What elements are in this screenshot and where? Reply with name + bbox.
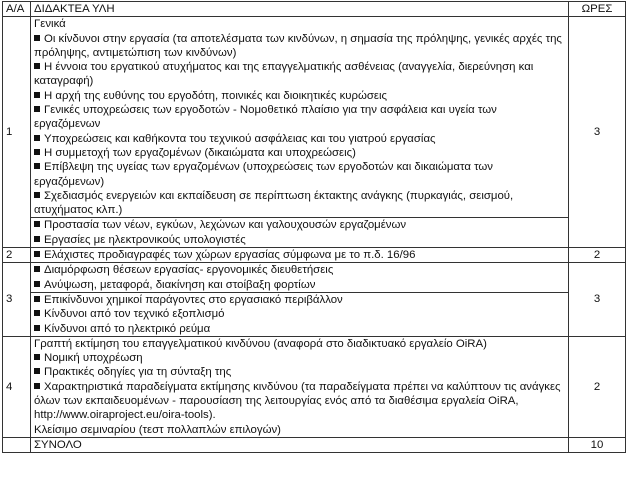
list-item bbox=[34, 89, 565, 103]
content-block bbox=[31, 217, 568, 247]
list-item-text: Επικίνδυνοι χημικοί παράγοντες στο εργασιακό περιβάλλον bbox=[44, 293, 343, 306]
row-number: 1 bbox=[3, 17, 31, 248]
list-item-text: Υποχρεώσεις και καθήκοντα του τεχνικού ασφάλειας και του γιατρού εργασίας bbox=[44, 132, 436, 145]
table-row bbox=[3, 336, 626, 437]
square-bullet-icon bbox=[34, 106, 40, 112]
total-row bbox=[3, 437, 626, 452]
list-item bbox=[34, 263, 565, 277]
list-item bbox=[34, 233, 565, 247]
content-block bbox=[31, 17, 568, 217]
list-item-text: Σχεδιασμός ενεργειών και εκπαίδευση σε περίπτωση έκτακτης ανάγκης (πυρκαγιάς, σεισμού, ατυχήματος κλπ.) bbox=[34, 189, 514, 217]
square-bullet-icon bbox=[34, 251, 40, 257]
list-item-text: Νομική υποχρέωση bbox=[44, 352, 143, 365]
square-bullet-icon bbox=[34, 192, 40, 198]
table-row bbox=[3, 248, 626, 263]
content-block bbox=[31, 263, 568, 292]
total-hours: 10 bbox=[569, 437, 626, 452]
list-item bbox=[34, 380, 564, 423]
list-item bbox=[34, 32, 565, 61]
header-subject: ΔΙΔΑΚΤΕΑ ΥΛΗ bbox=[31, 2, 569, 17]
table-row bbox=[3, 17, 626, 248]
square-bullet-icon bbox=[34, 221, 40, 227]
table-row bbox=[3, 263, 626, 336]
square-bullet-icon bbox=[34, 163, 40, 169]
row-content bbox=[31, 17, 569, 248]
total-label: ΣΥΝΟΛΟ bbox=[31, 437, 569, 452]
square-bullet-icon bbox=[34, 63, 40, 69]
list-item-text: Ελάχιστες προδιαγραφές των χώρων εργασίας σύμφωνα με το π.δ. 16/96 bbox=[44, 249, 416, 262]
square-bullet-icon bbox=[34, 236, 40, 242]
square-bullet-icon bbox=[34, 35, 40, 41]
square-bullet-icon bbox=[34, 281, 40, 287]
header-aa: Α/Α bbox=[3, 2, 31, 17]
content-block bbox=[31, 248, 568, 262]
section-title: Γραπτή εκτίμηση του επαγγελματικού κινδύνου (αναφορά στο διαδικτυακό εργαλείο OiRA) bbox=[34, 337, 487, 350]
list-item-text: Οι κίνδυνοι στην εργασία (τα αποτελέσματα των κινδύνων, η σημασία της πρόληψης, γενικές αρχές της πρόληψης, αντιμετώπιση των κινδύνων) bbox=[34, 32, 562, 59]
list-item bbox=[34, 293, 565, 307]
row-hours: 2 bbox=[569, 336, 626, 437]
list-item-text: Πρακτικές οδηγίες για τη σύνταξη της bbox=[44, 366, 232, 379]
row-number: 4 bbox=[3, 336, 31, 437]
list-item-text: Εργασίες με ηλεκτρονικούς υπολογιστές bbox=[44, 233, 246, 246]
list-item-text: Διαμόρφωση θέσεων εργασίας- εργονομικές διευθετήσεις bbox=[44, 264, 334, 277]
list-item-text: Προστασία των νέων, εγκύων, λεχώνων και γαλουχουσών εργαζομένων bbox=[44, 219, 407, 232]
row-content bbox=[31, 336, 569, 437]
square-bullet-icon bbox=[34, 310, 40, 316]
list-item-text: Ανύψωση, μεταφορά, διακίνηση και στοίβαξη φορτίων bbox=[44, 278, 316, 291]
list-item bbox=[34, 365, 564, 379]
list-item bbox=[34, 132, 565, 146]
syllabus-table bbox=[2, 1, 626, 453]
total-empty-cell bbox=[3, 437, 31, 452]
list-item-text: Επίβλεψη της υγείας των εργαζομένων (υποχρεώσεις των εργοδοτών και δικαιώματα των εργαζόμενων) bbox=[34, 161, 493, 188]
row-hours: 3 bbox=[569, 17, 626, 248]
list-item bbox=[34, 351, 564, 365]
content-block bbox=[31, 292, 568, 336]
square-bullet-icon bbox=[34, 266, 40, 272]
list-item-text: Χαρακτηριστικά παραδείγματα εκτίμησης κινδύνου (τα παραδείγματα πρέπει να καλύπτουν τις ανάγκες όλων των εκπαιδευομένων - παρουσίαση της λειτουργίας ενός από τα διαθέσιμα εργαλεία OiRA, http://www.oiraproject.eu/oira-tools). bbox=[34, 380, 561, 422]
list-item bbox=[34, 60, 565, 89]
list-item-text: Κίνδυνοι από το ηλεκτρικό ρεύμα bbox=[44, 322, 211, 335]
row-hours: 3 bbox=[569, 263, 626, 336]
list-item-text: Η συμμετοχή των εργαζομένων (δικαιώματα και υποχρεώσεις) bbox=[44, 146, 356, 159]
row-number: 3 bbox=[3, 263, 31, 336]
square-bullet-icon bbox=[34, 135, 40, 141]
list-item-text: Γενικές υποχρεώσεις των εργοδοτών - Νομοθετικό πλαίσιο για την ασφάλεια και υγεία των εργαζόμενων bbox=[34, 104, 497, 131]
list-item bbox=[34, 278, 565, 292]
square-bullet-icon bbox=[34, 325, 40, 331]
list-item bbox=[34, 248, 565, 262]
header-row bbox=[3, 2, 626, 17]
list-item bbox=[34, 103, 565, 132]
list-item bbox=[34, 189, 565, 218]
section-footer: Κλείσιμο σεμιναρίου (τεστ πολλαπλών επιλογών) bbox=[34, 423, 281, 436]
list-item bbox=[34, 322, 565, 336]
row-content bbox=[31, 248, 569, 263]
list-item-text: Κίνδυνοι από τον τεχνικό εξοπλισμό bbox=[44, 308, 225, 321]
square-bullet-icon bbox=[34, 354, 40, 360]
square-bullet-icon bbox=[34, 149, 40, 155]
square-bullet-icon bbox=[34, 296, 40, 302]
row-number: 2 bbox=[3, 248, 31, 263]
header-hours: ΩΡΕΣ bbox=[569, 2, 626, 17]
list-item bbox=[34, 218, 565, 232]
square-bullet-icon bbox=[34, 383, 40, 389]
list-item bbox=[34, 160, 565, 189]
list-item bbox=[34, 307, 565, 321]
row-hours: 2 bbox=[569, 248, 626, 263]
square-bullet-icon bbox=[34, 92, 40, 98]
list-item-text: Η αρχή της ευθύνης του εργοδότη, ποινικές και διοικητικές κυρώσεις bbox=[44, 89, 388, 102]
row-content bbox=[31, 263, 569, 336]
square-bullet-icon bbox=[34, 368, 40, 374]
list-item-text: Η έννοια του εργατικού ατυχήματος και της επαγγελματικής ασθένειας (αναγγελία, διερεύνηση και καταγραφή) bbox=[34, 61, 534, 88]
list-item bbox=[34, 146, 565, 160]
section-title: Γενικά bbox=[34, 18, 66, 31]
